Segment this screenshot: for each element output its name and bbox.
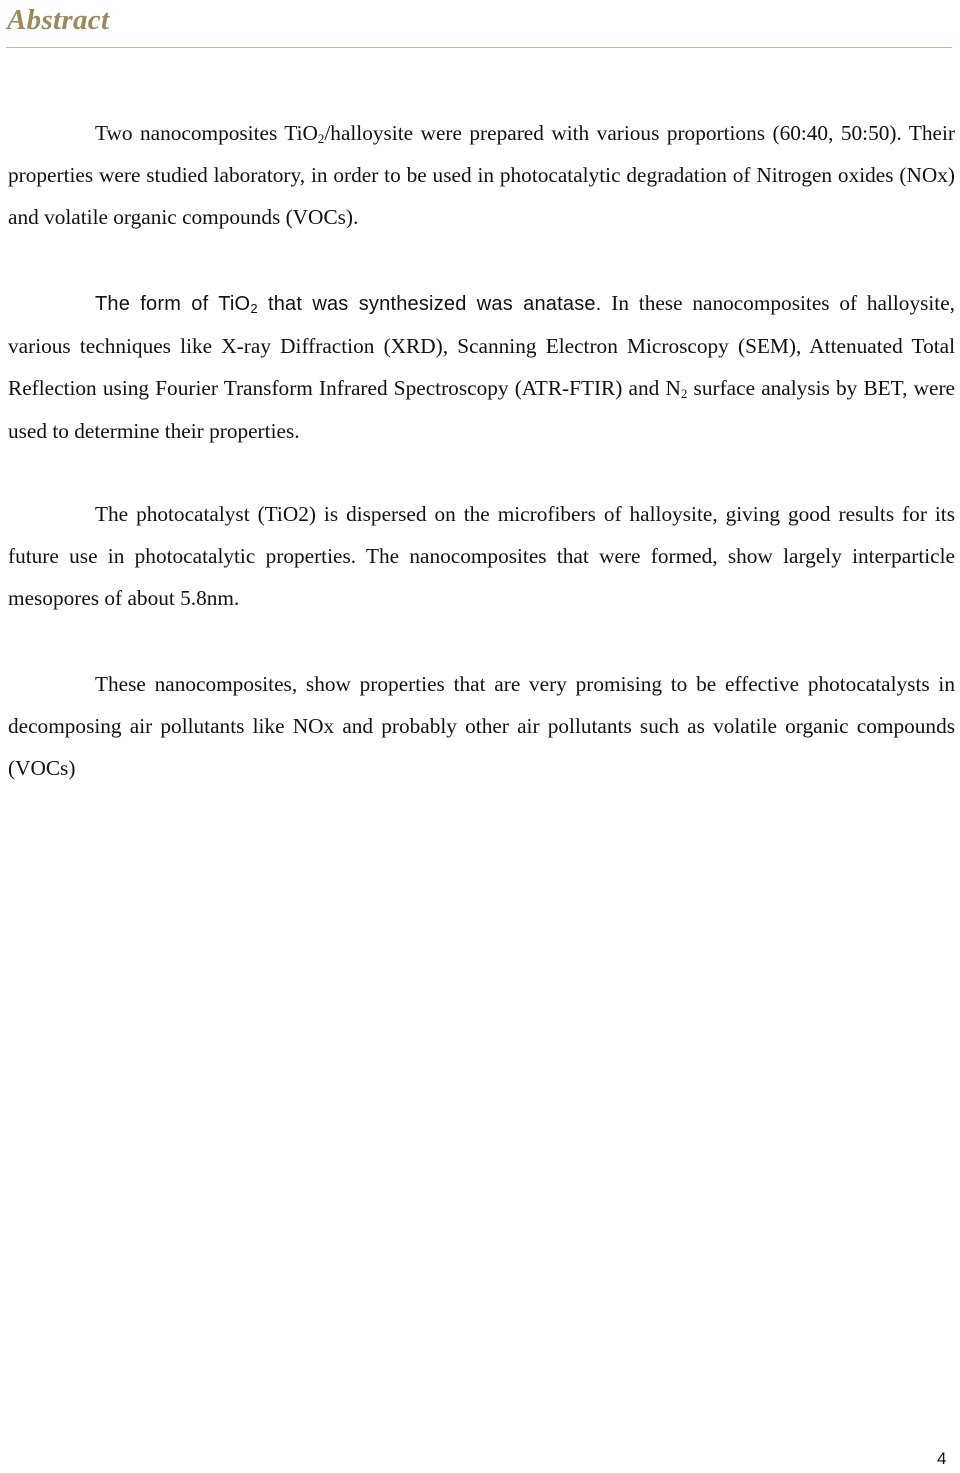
paragraph-1-text-b: /halloysite were prepared with various proportions (60:40, 50:50). Their properties were studied laboratory, in order to be used in photocatalytic degradation of Nitrogen oxides (NOx) and volatile organic compounds (VOCs). xyxy=(8,121,955,230)
paragraph-2 xyxy=(8,282,955,452)
paragraph-2-text-c: In these nanocomposites of halloysite, various techniques like X-ray Diffraction (XRD), Scanning Electron Microscopy (SEM), Attenuated Total Reflection using Fourier Transform Infrared Spectroscopy (ATR-FTIR) and N xyxy=(8,291,956,401)
section-heading: Abstract xyxy=(7,4,110,36)
subscript-2: 2 xyxy=(317,131,325,146)
paragraph-4 xyxy=(8,663,955,790)
heading-divider xyxy=(6,47,952,48)
subscript-2: 2 xyxy=(680,386,688,402)
paragraph-3-text: The photocatalyst (TiO2) is dispersed on the microfibers of halloysite, giving good results for its future use in photocatalytic properties. The nanocomposites that were formed, show largely interparticle mesopores of about 5.8nm. xyxy=(8,502,955,611)
paragraph-1 xyxy=(8,112,955,239)
paragraph-2-text-b: that was synthesized was anatase. xyxy=(257,293,602,315)
paragraph-2-text-a: The form of TiO xyxy=(95,293,251,315)
subscript-2: 2 xyxy=(250,301,258,316)
paragraph-2-text-d: surface analysis by BET, were used to determine their properties. xyxy=(8,376,955,443)
paragraph-1-text-a: Two nanocomposites TiO xyxy=(95,121,318,145)
paragraph-3 xyxy=(8,493,955,620)
paragraph-4-text: These nanocomposites, show properties that are very promising to be effective photocatalysts in decomposing air pollutants like NOx and probably other air pollutants such as volatile organic compounds (VOCs) xyxy=(8,672,955,781)
page-number: 4 xyxy=(937,1449,947,1468)
